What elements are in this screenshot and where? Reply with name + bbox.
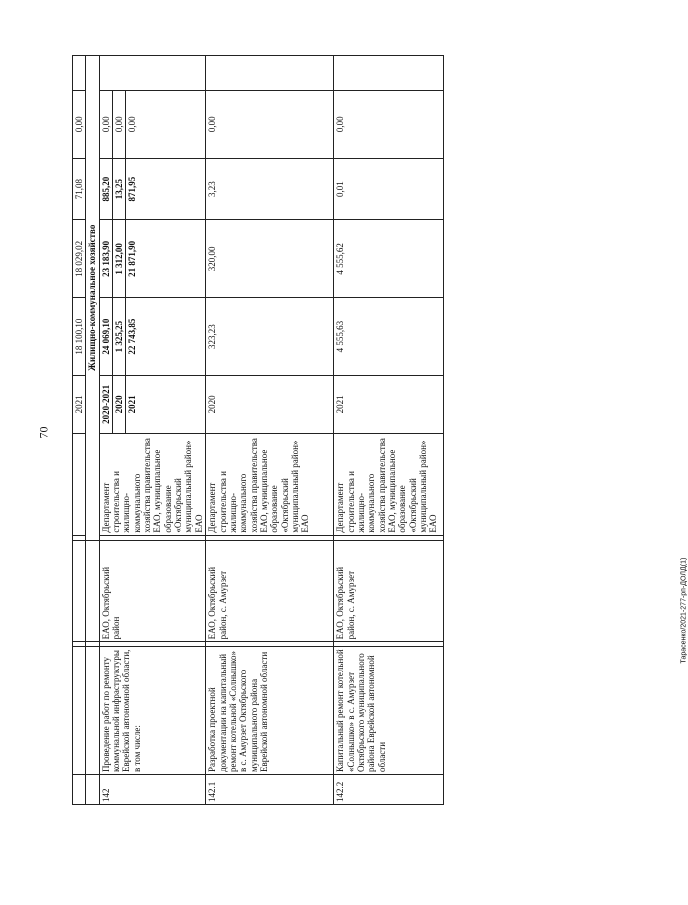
row-total: 22 743,85 <box>126 298 206 376</box>
page-number: 70 <box>36 426 51 439</box>
row-regional: 871,95 <box>126 158 206 220</box>
row-location: ЕАО, Октябрьский район <box>99 540 206 642</box>
row-total: 4 555,63 <box>334 298 444 376</box>
row-name: Разработка проектной документации на капитальный ремонт котельной «Солнышко» в с. Амурзет Октябрьского муниципального района Еврейской автономной области <box>206 647 334 775</box>
row-year: 2021 <box>334 375 444 433</box>
row-federal: 1 312,00 <box>113 220 126 298</box>
row-federal: 320,00 <box>206 220 334 298</box>
row-number: 142.2 <box>334 775 444 805</box>
row-location: ЕАО, Октябрьский район, с. Амурзет <box>334 540 444 642</box>
section-row <box>86 56 99 805</box>
row-federal: 23 183,90 <box>99 220 112 298</box>
table-row <box>99 56 112 805</box>
row-name: Капитальный ремонт котельной «Солнышко» в с. Амурзет Октябрьского муниципального района Еврейской автономной области <box>334 647 444 775</box>
row-total: 1 325,25 <box>113 298 126 376</box>
row-federal: 4 555,62 <box>334 220 444 298</box>
row-year: 2020 <box>113 375 126 433</box>
row-regional: 13,25 <box>113 158 126 220</box>
row-executor: Департамент строительства и жилищно-коммунального хозяйства правительства ЕАО, муниципальное образование «Октябрьский муниципальный район» ЕАО <box>99 433 206 535</box>
row-number: 142.1 <box>206 775 334 805</box>
budget-table <box>72 55 444 805</box>
header-federal: 18 029,02 <box>73 220 86 298</box>
row-total: 323,23 <box>206 298 334 376</box>
row-local: 0,00 <box>99 90 112 158</box>
row-name: Проведение работ по ремонту коммунальной инфраструктуры Еврейской автономной области, в том числе: <box>99 647 206 775</box>
row-executor: Департамент строительства и жилищно-коммунального хозяйства правительства ЕАО, муниципальное образование «Октябрьский муниципальный район» ЕАО <box>334 433 444 535</box>
row-local: 0,00 <box>206 90 334 158</box>
row-regional: 885,20 <box>99 158 112 220</box>
header-local: 0,00 <box>73 90 86 158</box>
table-row <box>334 56 444 805</box>
header-total: 18 100,10 <box>73 298 86 376</box>
header-regional: 71,08 <box>73 158 86 220</box>
document-footer: Тарасенко/2021-277-рп-ДОЛД(1) <box>680 557 688 664</box>
row-regional: 3,23 <box>206 158 334 220</box>
row-executor: Департамент строительства и жилищно-коммунального хозяйства правительства ЕАО, муниципальное образование «Октябрьский муниципальный район» ЕАО <box>206 433 334 535</box>
table-header-row <box>73 56 86 805</box>
header-year: 2021 <box>73 375 86 433</box>
row-local: 0,00 <box>113 90 126 158</box>
row-total: 24 069,10 <box>99 298 112 376</box>
row-local: 0,00 <box>126 90 206 158</box>
rotated-table-container <box>72 55 439 805</box>
row-regional: 0,01 <box>334 158 444 220</box>
row-federal: 21 871,90 <box>126 220 206 298</box>
row-year: 2021 <box>126 375 206 433</box>
table-row <box>206 56 334 805</box>
row-local: 0,00 <box>334 90 444 158</box>
row-year: 2020 <box>206 375 334 433</box>
row-number: 142 <box>99 775 206 805</box>
section-title: Жилищно-коммунальное хозяйство <box>86 56 99 541</box>
row-location: ЕАО, Октябрьский район, с. Амурзет <box>206 540 334 642</box>
row-year: 2020-2021 <box>99 375 112 433</box>
